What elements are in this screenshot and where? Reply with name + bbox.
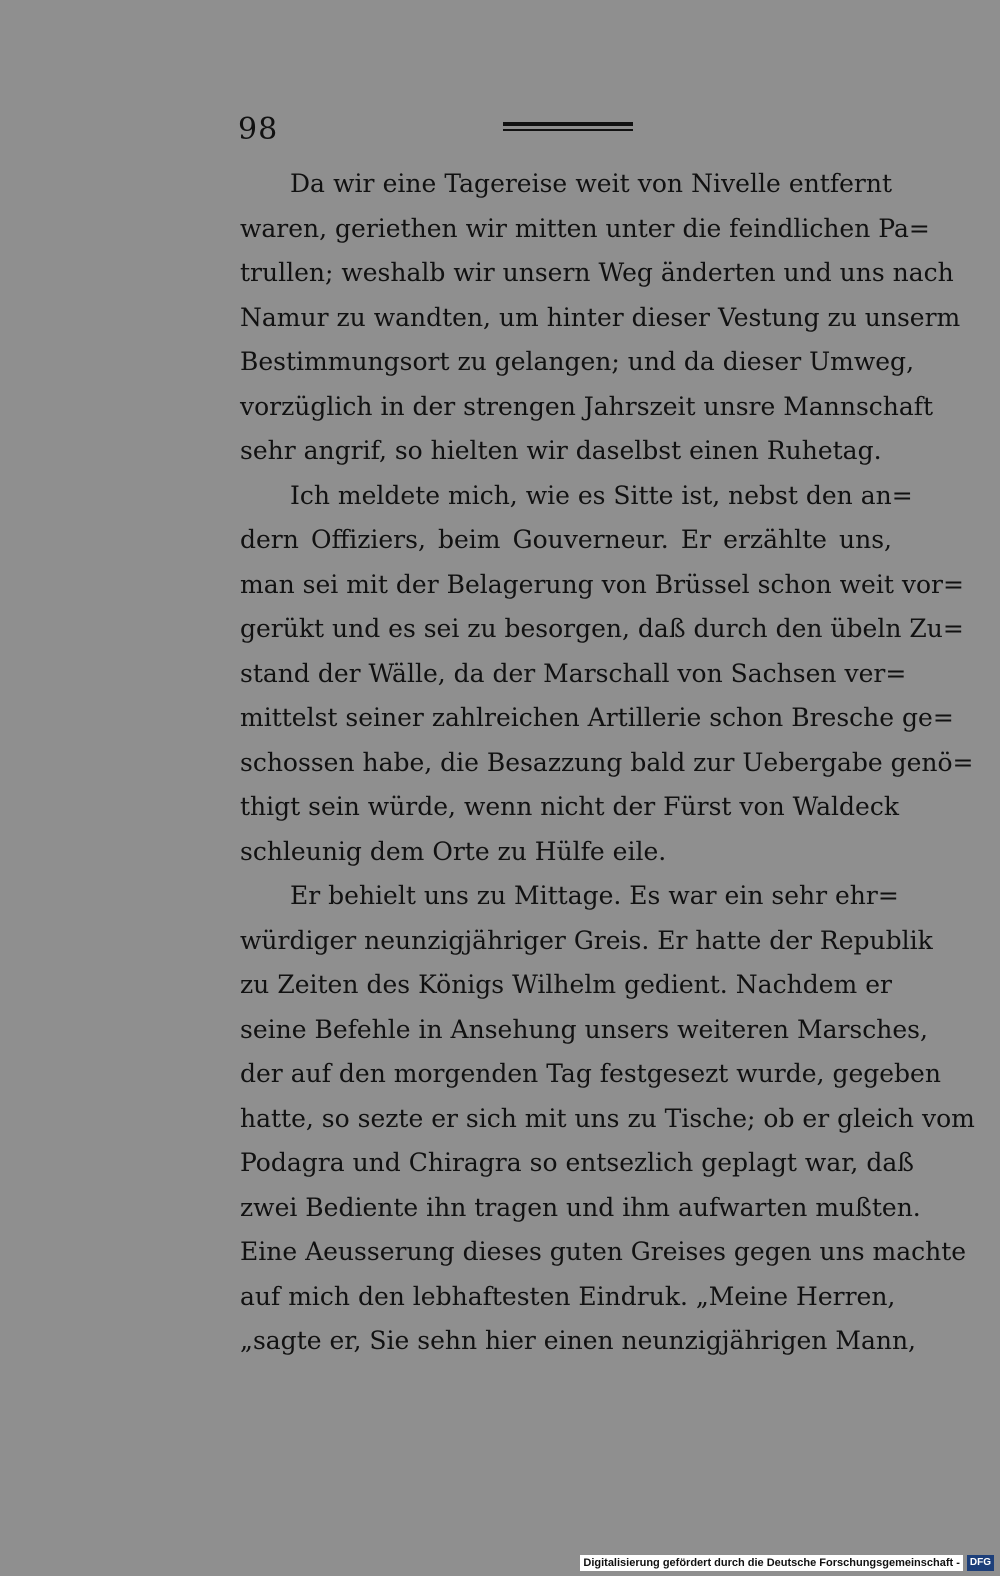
body-text [240, 162, 975, 1364]
funding-notice: Digitalisierung gefördert durch die Deutsche Forschungsgemeinschaft - [580, 1555, 963, 1571]
text-line: sehr angrif, so hielten wir daselbst einen Ruhetag. [240, 436, 882, 465]
text-line: Bestimmungsort zu gelangen; und da dieser Umweg, [240, 347, 915, 376]
text-line: seine Befehle in Ansehung unsers weiteren Marsches, [240, 1014, 928, 1044]
text-line: auf mich den lebhaftesten Eindruk. „Meine Herren, [240, 1281, 896, 1311]
header-rule-thick [503, 122, 633, 126]
text-line: Eine Aeusserung dieses guten Greises gegen uns machte [240, 1237, 967, 1266]
text-line: thigt sein würde, wenn nicht der Fürst von Waldeck [240, 792, 899, 821]
text-line: waren, geriethen wir mitten unter die feindlichen Pa= [240, 213, 930, 243]
text-line: gerükt und es sei zu besorgen, daß durch den übeln Zu= [240, 614, 964, 643]
dfg-logo: DFG [967, 1555, 994, 1571]
text-line: hatte, so sezte er sich mit uns zu Tische; ob er gleich vom [240, 1103, 975, 1133]
text-line: mittelst seiner zahlreichen Artillerie schon Bresche ge= [240, 703, 954, 732]
text-line: schleunig dem Orte zu Hülfe eile. [240, 836, 667, 866]
text-line: stand der Wälle, da der Marschall von Sachsen ver= [240, 658, 907, 688]
text-line: dern Offiziers, beim Gouverneur. Er erzählte uns, [240, 525, 892, 554]
text-line: der auf den morgenden Tag festgesezt wurde, gegeben [240, 1059, 941, 1088]
page-number: 98 [238, 112, 279, 147]
text-line: Er behielt uns zu Mittage. Es war ein sehr ehr= [290, 881, 899, 910]
text-line: schossen habe, die Besazzung bald zur Uebergabe genö= [240, 747, 974, 777]
text-line: würdiger neunzigjähriger Greis. Er hatte der Republik [240, 925, 933, 955]
header-rule [503, 122, 633, 132]
text-line: Podagra und Chiragra so entsezlich geplagt war, daß [240, 1148, 914, 1177]
text-line: trullen; weshalb wir unsern Weg änderten und uns nach [240, 258, 954, 287]
text-line: Ich meldete mich, wie es Sitte ist, nebst den an= [290, 480, 913, 510]
text-line: Da wir eine Tagereise weit von Nivelle entfernt [290, 169, 892, 198]
digitization-footer [580, 1554, 994, 1572]
text-line: vorzüglich in der strengen Jahrszeit unsre Mannschaft [240, 391, 934, 421]
text-line: Namur zu wandten, um hinter dieser Vestung zu unserm [240, 302, 961, 332]
text-line: zwei Bediente ihn tragen und ihm aufwarten mußten. [240, 1192, 921, 1222]
text-line: „sagte er, Sie sehn hier einen neunzigjährigen Mann, [240, 1326, 917, 1355]
text-line: zu Zeiten des Königs Wilhelm gedient. Nachdem er [240, 970, 892, 999]
header-rule-thin [503, 129, 633, 131]
text-line: man sei mit der Belagerung von Brüssel schon weit vor= [240, 569, 964, 599]
